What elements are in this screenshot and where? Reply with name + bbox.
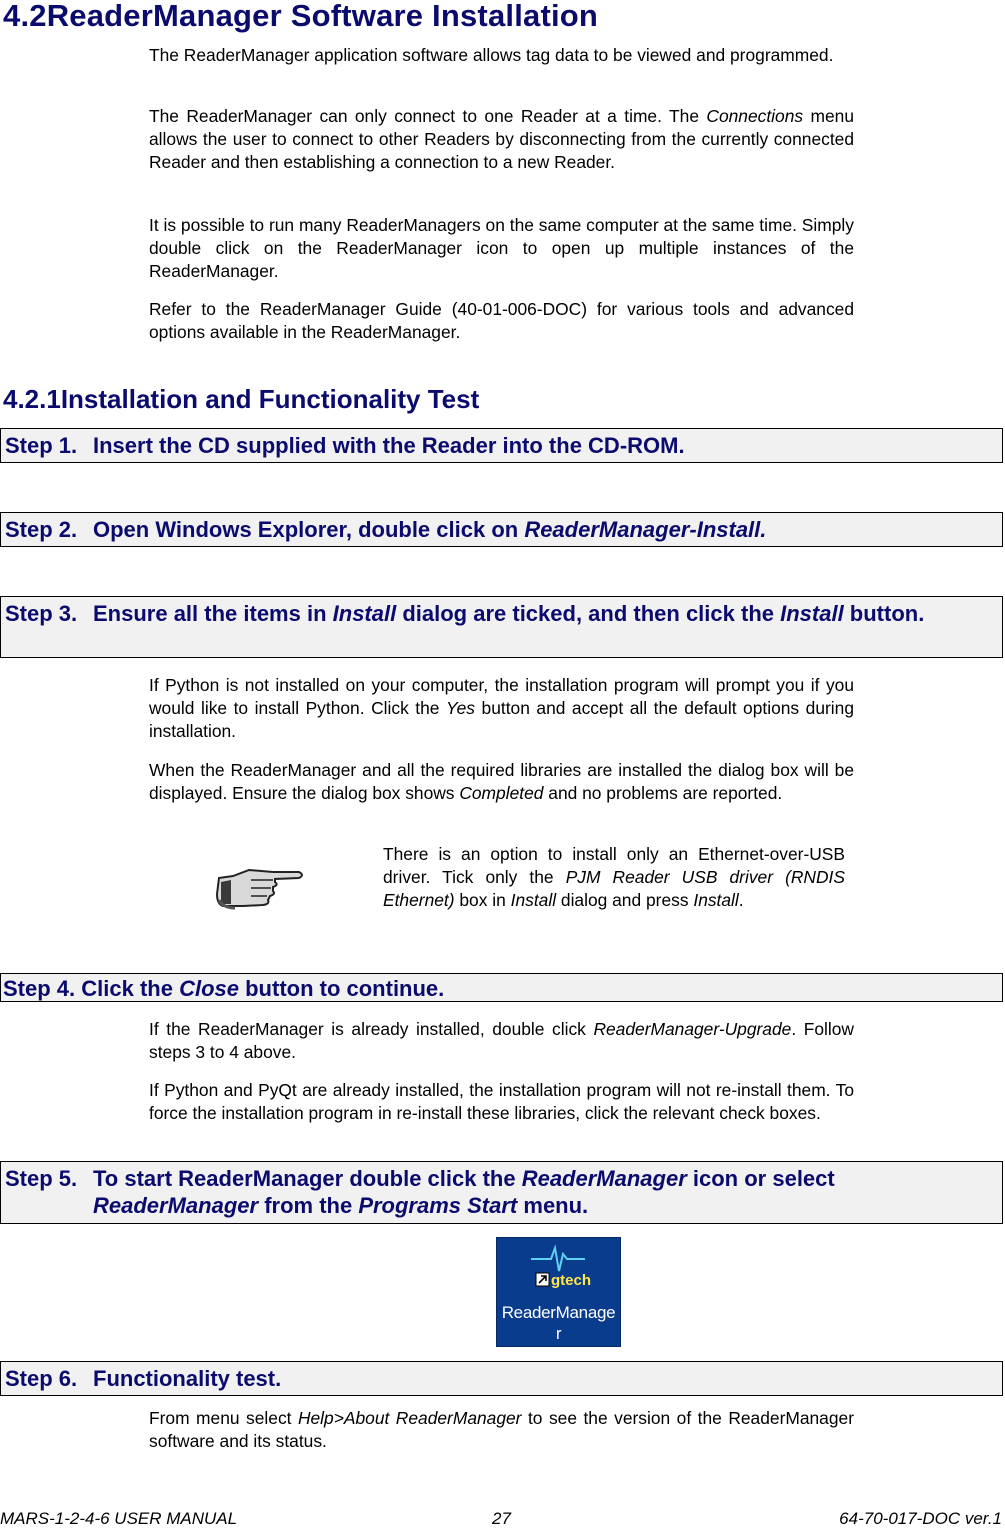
section-title: 4.2ReaderManager Software Installation [3,0,599,33]
step-4-paragraph-1: If the ReaderManager is already installed, double click ReaderManager-Upgrade. Follow steps 3 to 4 above. [149,1019,854,1062]
ethernet-driver-note: There is an option to install only an Ethernet-over-USB driver. Tick only the PJM Reader USB driver (RNDIS Ethernet) box in Install dialog and press Install. [383,844,845,910]
app-icon-label: ReaderManage r [501,1303,616,1343]
readermanager-app-icon[interactable] [496,1237,621,1347]
intro-paragraph-3: It is possible to run many ReaderManagers on the same computer at the same time. Simply double click on the ReaderManager icon to open up multiple instances of the ReaderManager. [149,215,854,281]
intro-paragraph-4: Refer to the ReaderManager Guide (40-01-006-DOC) for various tools and advanced options available in the ReaderManager. [149,299,854,342]
step-number: Step 3. [5,601,78,626]
footer-doc-version: 64-70-017-DOC ver.1 [839,1509,1002,1528]
step-number: Step 1. [5,433,78,458]
step-6-box [0,1361,1003,1396]
pulse-logo-icon [497,1238,620,1302]
step-text: Functionality test. [93,1366,282,1391]
intro-paragraph-1: The ReaderManager application software allows tag data to be viewed and programmed. [149,45,834,65]
step-text: Open Windows Explorer, double click on [93,517,525,542]
step-number: Step 4. [3,976,76,1001]
step-emphasis: ReaderManager-Install. [524,517,767,542]
step-4-box: Step 4. Click the Close button to continue. [0,973,1003,1002]
step-4-paragraph-2: If Python and PyQt are already installed, the installation program will not re-install them. To force the installation program in re-install these libraries, click the relevant check boxes. [149,1080,854,1123]
step-number: Step 2. [5,517,78,542]
step-number: Step 6. [5,1366,78,1391]
pointing-hand-icon [213,864,305,912]
step-1-box [0,428,1003,463]
subsection-title: 4.2.1Installation and Functionality Test [3,384,480,414]
step-3-paragraph-1: If Python is not installed on your computer, the installation program will prompt you if you would like to install Python. Click the Yes button and accept all the default options during installation. [149,675,854,741]
step-2-box [0,512,1003,547]
step-number: Step 5. [5,1166,78,1191]
step-3-box: Step 3. Ensure all the items in Install dialog are ticked, and then click the Install button. [0,596,1003,658]
brand-text: gtech [551,1272,592,1289]
footer-doc-name: MARS-1-2-4-6 USER MANUAL [0,1509,238,1528]
intro-paragraph-2: The ReaderManager can only connect to one Reader at a time. The Connections menu allows the user to connect to other Readers by disconnecting from the currently connected Reader and then establishing a connection to a new Reader. [149,106,854,172]
step-5-box: Step 5. To start ReaderManager double click the ReaderManager icon or select ReaderManager from the Programs Start menu. [0,1161,1003,1224]
step-3-paragraph-2: When the ReaderManager and all the required libraries are installed the dialog box will be displayed. Ensure the dialog box shows Completed and no problems are reported. [149,760,854,803]
step-text: Insert the CD supplied with the Reader into the CD-ROM. [93,433,685,458]
step-6-paragraph: From menu select Help>About ReaderManager to see the version of the ReaderManager software and its status. [149,1408,854,1451]
footer-page-number: 27 [492,1509,511,1528]
